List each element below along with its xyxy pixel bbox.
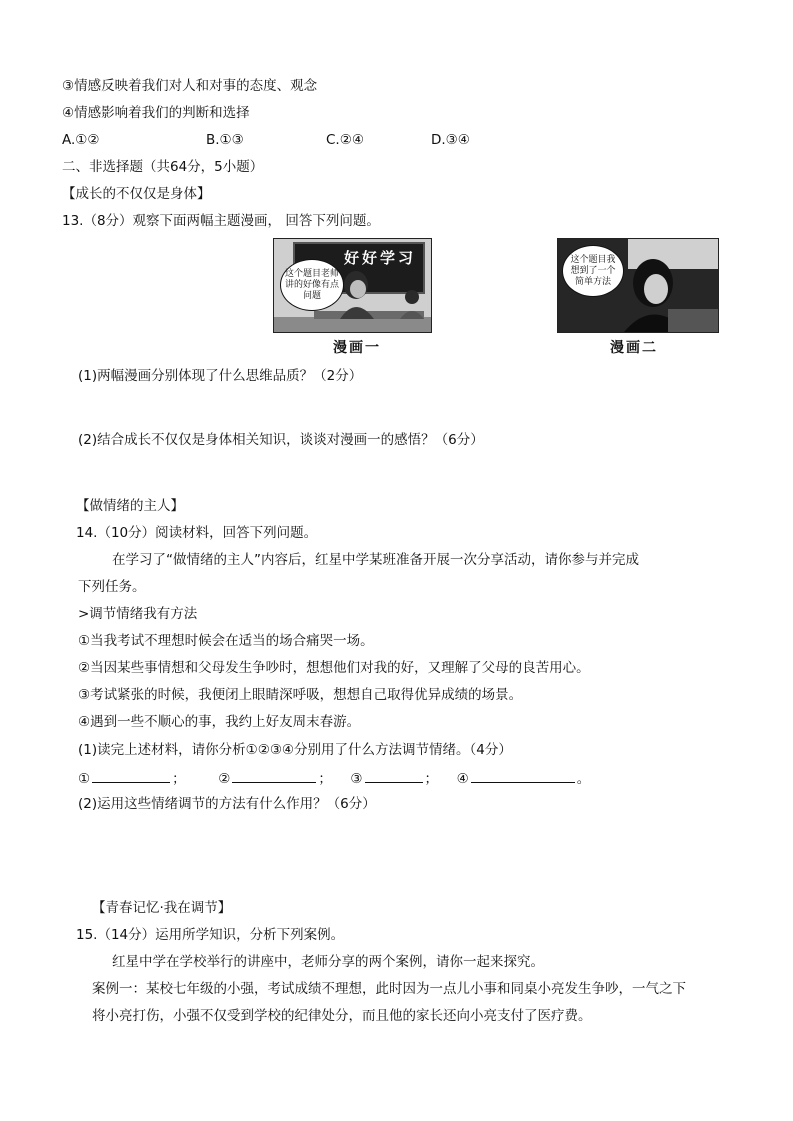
q14-item-3: ③考试紧张的时候，我便闭上眼睛深呼吸，想想自己取得优异成绩的场景。 bbox=[78, 687, 523, 703]
section-heading: 二、非选择题（共64分，5小题） bbox=[62, 159, 264, 175]
option-a: A.①② bbox=[62, 132, 100, 148]
option-d: D.③④ bbox=[431, 132, 470, 148]
q14-material-line1: 在学习了“做情绪的主人”内容后，红星中学某班准备开展一次分享活动，请你参与并完成 bbox=[112, 552, 639, 568]
comic-2-image bbox=[557, 238, 719, 333]
answer-blank-1[interactable] bbox=[92, 768, 170, 783]
q12-item-3: ③情感反映着我们对人和对事的态度、观念 bbox=[62, 78, 318, 94]
comic-2-speech-bubble: 这个题目我想到了一个简单方法 bbox=[562, 245, 624, 297]
q14-item-1: ①当我考试不理想时候会在适当的场合痛哭一场。 bbox=[78, 633, 374, 649]
unit-title-growth: 【成长的不仅仅是身体】 bbox=[62, 186, 211, 202]
answer-blank-4[interactable] bbox=[471, 768, 575, 783]
q14-material-line2: 下列任务。 bbox=[78, 579, 146, 595]
option-c: C.②④ bbox=[326, 132, 364, 148]
unit-title-emotion: 【做情绪的主人】 bbox=[76, 498, 184, 514]
option-b: B.①③ bbox=[206, 132, 244, 148]
q15-intro: 红星中学在学校举行的讲座中，老师分享的两个案例，请你一起来探究。 bbox=[112, 954, 544, 970]
comic-1-caption: 漫画一 bbox=[333, 340, 381, 356]
comic-2-caption: 漫画二 bbox=[610, 340, 658, 356]
q14-item-2: ②当因某些事情想和父母发生争吵时，想想他们对我的好，又理解了父母的良苦用心。 bbox=[78, 660, 590, 676]
blank-sep-2: ； bbox=[318, 771, 332, 787]
answer-blank-3[interactable] bbox=[365, 768, 423, 783]
blank-sep-3: ； bbox=[424, 771, 439, 787]
q14-sub1: (1)读完上述材料，请你分析①②③④分别用了什么方法调节情绪。（4分） bbox=[78, 742, 512, 758]
q13-stem: 13.（8分）观察下面两幅主题漫画， 回答下列问题。 bbox=[62, 213, 380, 229]
q14-answer-blanks bbox=[78, 768, 590, 788]
q12-item-4: ④情感影响着我们的判断和选择 bbox=[62, 105, 250, 121]
q14-item-4: ④遇到一些不顺心的事，我约上好友周末春游。 bbox=[78, 714, 361, 730]
unit-title-youth: 【青春记忆·我在调节】 bbox=[92, 900, 232, 916]
comic-1-image bbox=[273, 238, 432, 333]
blank-label-2: ② bbox=[218, 771, 231, 787]
blank-end: 。 bbox=[576, 771, 591, 787]
blank-label-1: ① bbox=[78, 771, 91, 787]
blank-sep-1: ； bbox=[172, 771, 186, 787]
blank-label-3: ③ bbox=[350, 771, 363, 787]
answer-blank-2[interactable] bbox=[232, 768, 316, 783]
q14-stem: 14.（10分）阅读材料，回答下列问题。 bbox=[76, 525, 318, 541]
q13-sub1: (1)两幅漫画分别体现了什么思维品质？（2分） bbox=[78, 368, 363, 384]
q15-case1-line1: 案例一：某校七年级的小强，考试成绩不理想，此时因为一点儿小事和同桌小亮发生争吵，一气之下 bbox=[92, 981, 686, 997]
blackboard-text: 好好学习 bbox=[344, 249, 417, 267]
q14-sub2: (2)运用这些情绪调节的方法有什么作用？（6分） bbox=[78, 796, 376, 812]
q14-subheading: >调节情绪我有方法 bbox=[78, 606, 198, 622]
q15-case1-line2: 将小亮打伤，小强不仅受到学校的纪律处分，而且他的家长还向小亮支付了医疗费。 bbox=[92, 1008, 592, 1024]
comic-1-speech-bubble: 这个题目老师讲的好像有点问题 bbox=[280, 259, 344, 311]
q13-sub2: (2)结合成长不仅仅是身体相关知识，谈谈对漫画一的感悟？（6分） bbox=[78, 432, 484, 448]
blank-label-4: ④ bbox=[456, 771, 469, 787]
q15-stem: 15.（14分）运用所学知识，分析下列案例。 bbox=[76, 927, 345, 943]
